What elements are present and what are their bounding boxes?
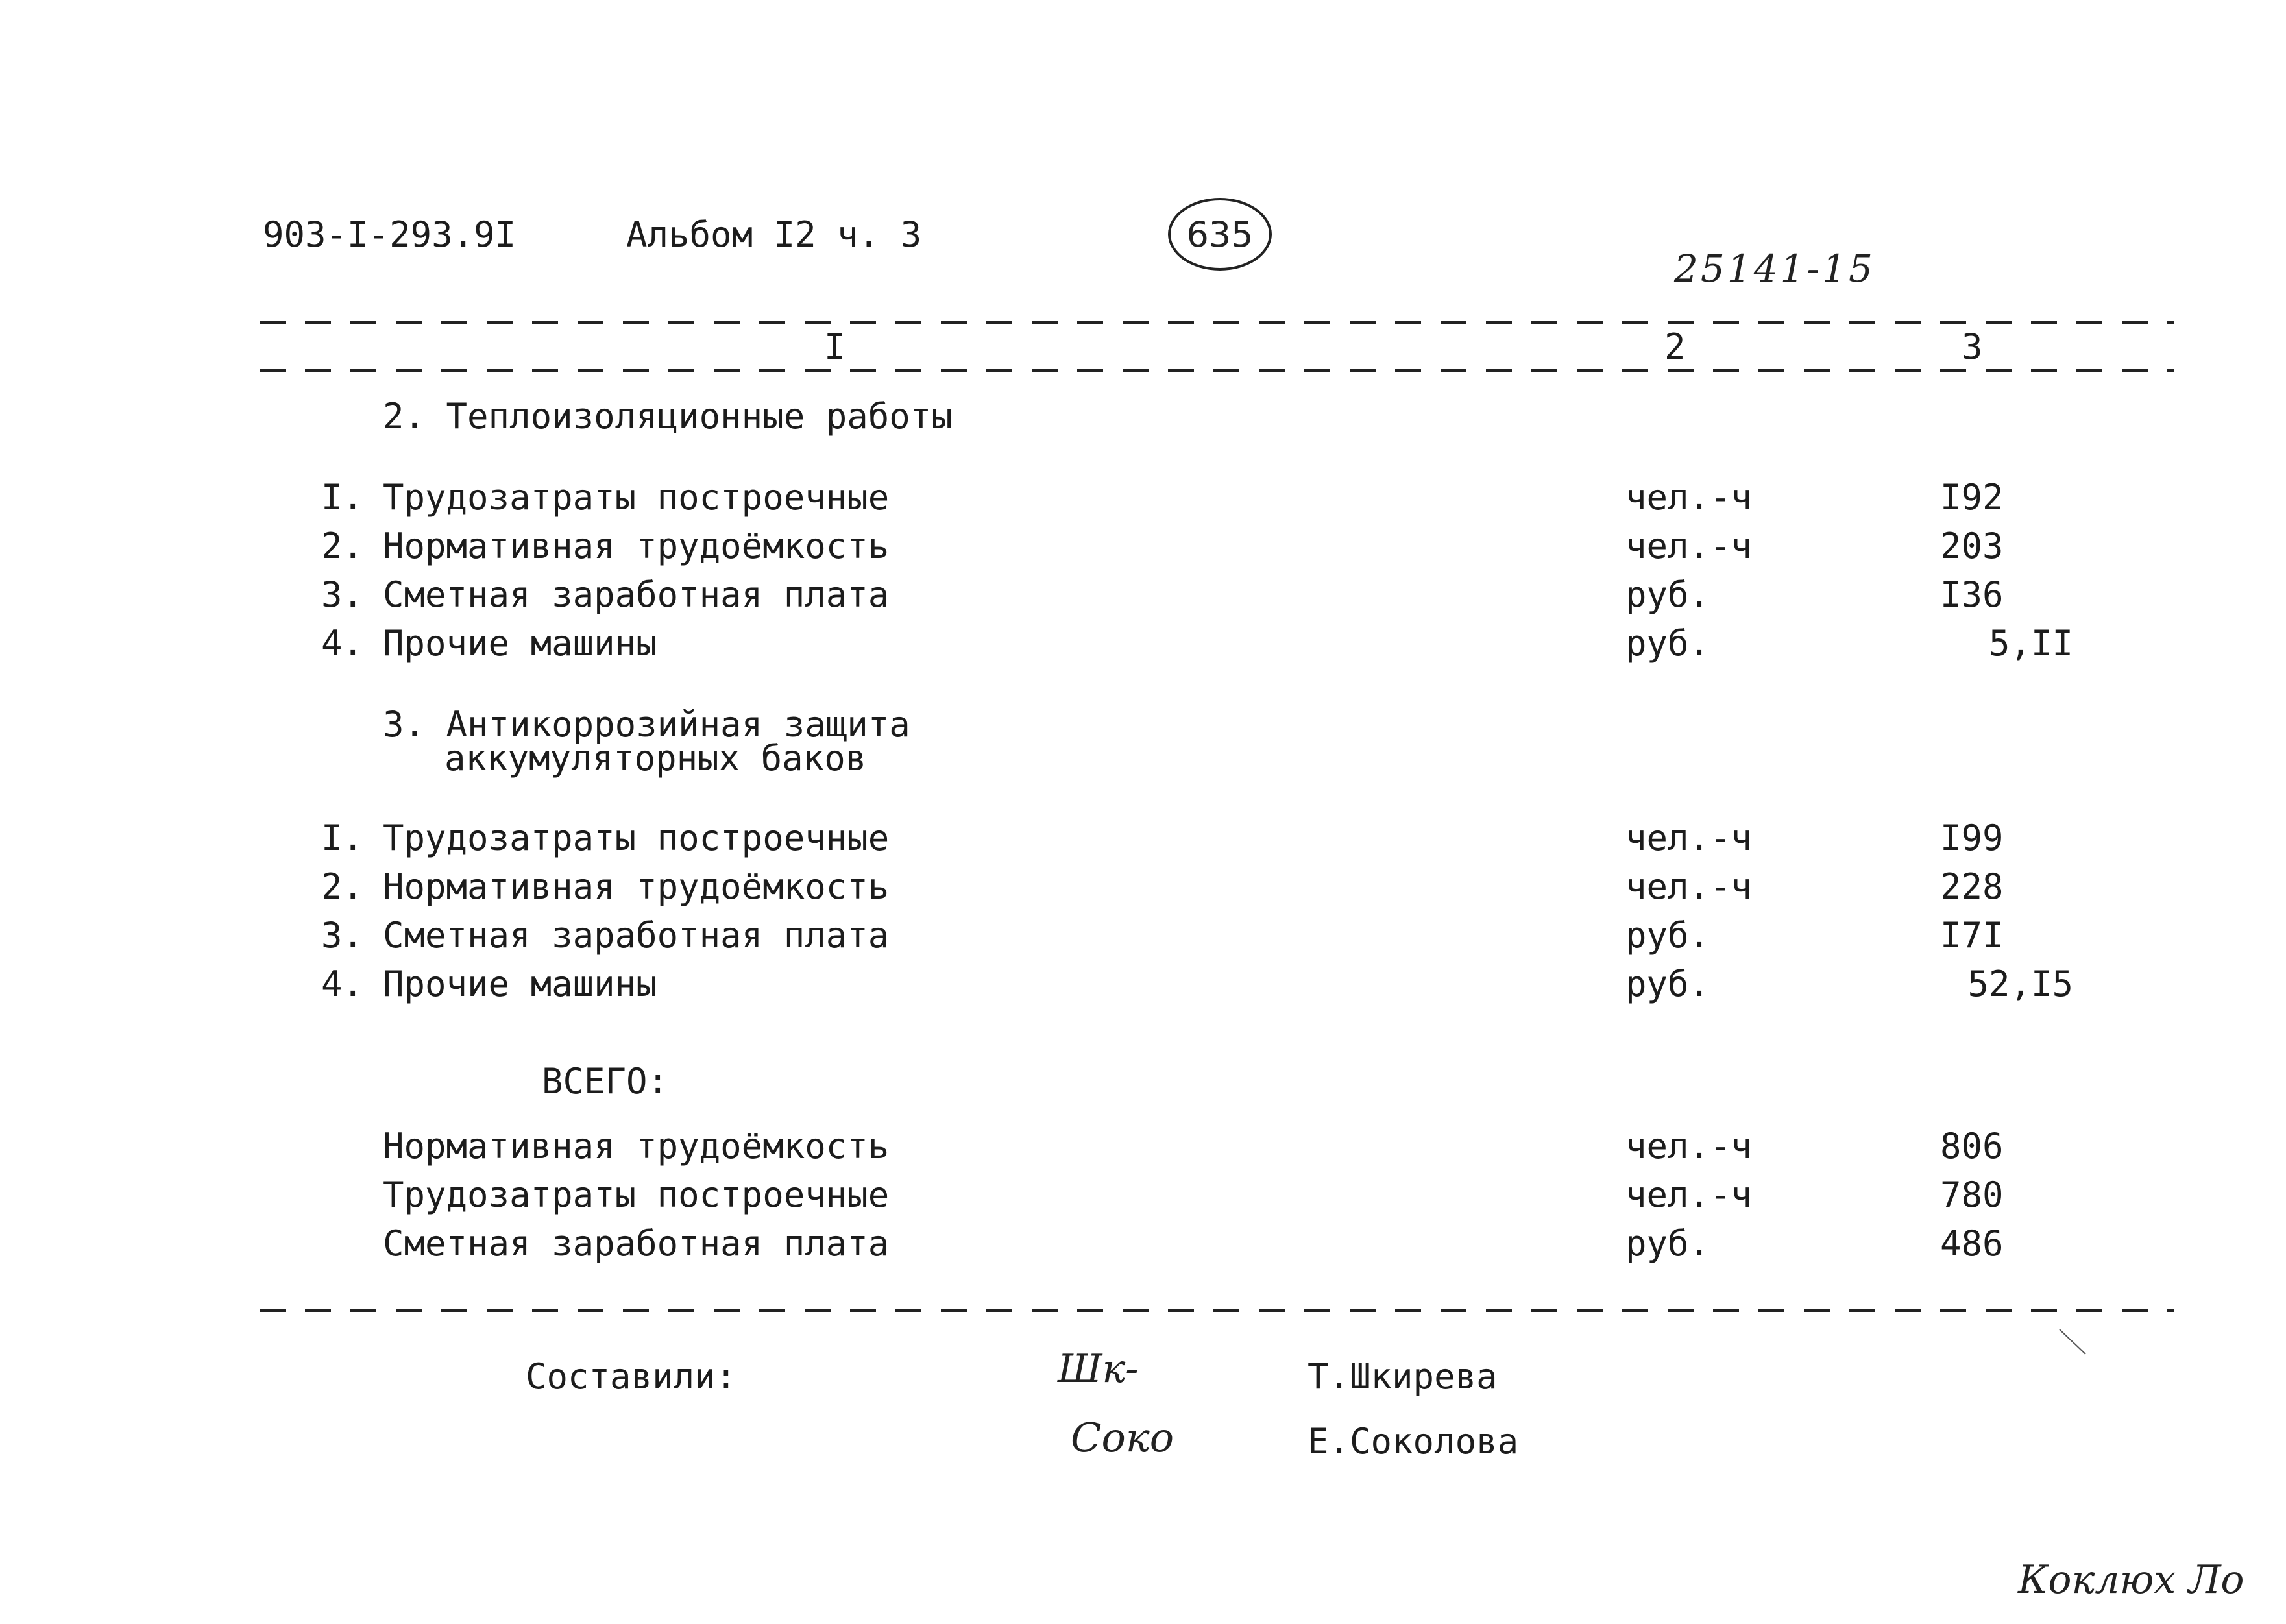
total-row-unit: чел.-ч [1625, 1126, 1753, 1167]
row-value: 5,II [1988, 623, 2073, 664]
header-rule-bottom [260, 369, 2174, 372]
row-unit: чел.-ч [1625, 818, 1753, 858]
handwritten-ref: 25141-15 [1674, 247, 1875, 291]
row-unit: руб. [1625, 623, 1710, 664]
footer-rule [260, 1309, 2174, 1312]
row-label: Трудозатраты построечные [383, 818, 890, 858]
row-value: 203 [1940, 526, 2004, 566]
section-title: 2. Теплоизоляционные работы [383, 396, 953, 437]
row-label: Сметная заработная плата [383, 574, 890, 615]
row-number: 2. [321, 526, 363, 566]
doc-code: 903-I-293.9I [263, 214, 517, 255]
row-value: I92 [1940, 477, 2004, 518]
page-number-stamp: 635 [1168, 198, 1272, 271]
row-unit: руб. [1625, 963, 1710, 1004]
row-number: I. [321, 818, 363, 858]
row-unit: чел.-ч [1625, 866, 1753, 907]
signer-name-1: Т.Шкирева [1307, 1356, 1498, 1397]
column-header-1: I [824, 326, 845, 367]
total-row-unit: чел.-ч [1625, 1174, 1753, 1215]
row-value: I7I [1940, 915, 2004, 956]
row-unit: руб. [1625, 915, 1710, 956]
row-label: Нормативная трудоёмкость [383, 866, 890, 907]
row-number: 2. [321, 866, 363, 907]
signature-2: Соко [1071, 1414, 1174, 1461]
section-title: 3. Антикоррозийная защита [383, 704, 910, 745]
column-header-2: 2 [1664, 326, 1686, 367]
total-row-value: 806 [1940, 1126, 2004, 1167]
total-row-label: Трудозатраты построечные [383, 1174, 890, 1215]
row-number: 3. [321, 574, 363, 615]
row-number: 3. [321, 915, 363, 956]
row-number: 4. [321, 963, 363, 1004]
total-row-unit: руб. [1625, 1223, 1710, 1264]
row-unit: чел.-ч [1625, 477, 1753, 518]
row-number: 4. [321, 623, 363, 664]
row-label: Трудозатраты построечные [383, 477, 890, 518]
section-title-continued: аккумуляторных баков [444, 738, 867, 779]
row-unit: руб. [1625, 574, 1710, 615]
row-value: 228 [1940, 866, 2004, 907]
row-number: I. [321, 477, 363, 518]
row-label: Прочие машины [383, 963, 657, 1004]
total-row-value: 486 [1940, 1223, 2004, 1264]
row-value: I99 [1940, 818, 2004, 858]
total-title: ВСЕГО: [542, 1061, 669, 1102]
row-unit: чел.-ч [1625, 526, 1753, 566]
total-row-label: Нормативная трудоёмкость [383, 1126, 890, 1167]
row-label: Сметная заработная плата [383, 915, 890, 956]
signature-1: Шк- [1058, 1346, 1139, 1392]
compiled-by-label: Составили: [526, 1356, 737, 1397]
row-label: Нормативная трудоёмкость [383, 526, 890, 566]
row-label: Прочие машины [383, 623, 657, 664]
header-rule-top [260, 321, 2174, 324]
pen-mark [2057, 1327, 2089, 1359]
album-label: Альбом I2 ч. 3 [626, 214, 922, 255]
total-row-value: 780 [1940, 1174, 2004, 1215]
row-value: I36 [1940, 574, 2004, 615]
row-value: 52,I5 [1967, 963, 2073, 1004]
total-row-label: Сметная заработная плата [383, 1223, 890, 1264]
signer-name-2: Е.Соколова [1307, 1421, 1519, 1462]
column-header-3: 3 [1962, 326, 1983, 367]
corner-handwritten-note: Коклюх Ло [2018, 1557, 2244, 1603]
